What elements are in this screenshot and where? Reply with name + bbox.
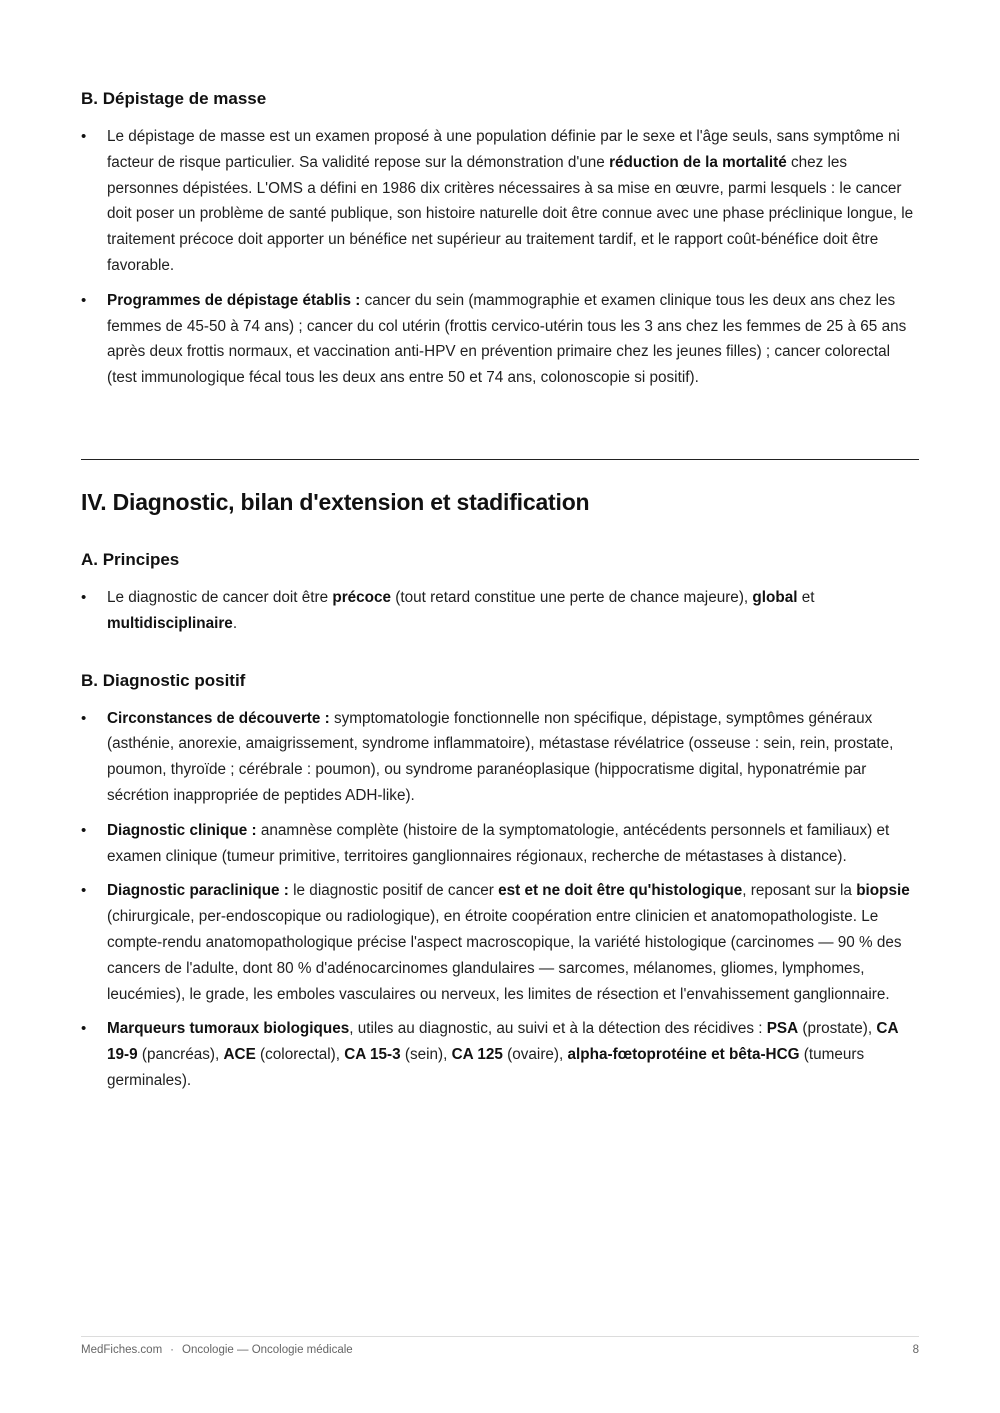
footer-page-number: 8 <box>912 1344 919 1356</box>
list-depistage-masse <box>81 124 919 391</box>
bold-text: multidisciplinaire <box>107 614 233 632</box>
bold-text: Programmes de dépistage établis : <box>107 291 361 309</box>
text-run: cancer du sein (mammographie et examen clinique tous les deux ans chez les femmes de 45-50 à 74 ans) ; cancer du col utérin (frottis cervico-utérin tous les 3 ans chez les femmes de 25 à 65 ans après deux frottis normaux, et vaccination anti-HPV en prévention primaire chez les jeunes filles) ; cancer colorectal (test immunologique fécal tous les deux ans entre 50 et 74 ans, colonoscopie si positif). <box>107 291 907 387</box>
footer-subject: Oncologie — Oncologie médicale <box>182 1344 353 1356</box>
spacer <box>81 400 919 487</box>
bold-text: Diagnostic paraclinique : <box>107 882 289 900</box>
page-footer <box>81 1344 919 1356</box>
bullet-icon: • <box>81 1020 87 1038</box>
section-title-diagnostic: IV. Diagnostic, bilan d'extension et stadification <box>81 488 590 515</box>
text-run: (chirurgicale, per-endoscopique ou radiologique), en étroite coopération entre clinicien et anatomopathologiste. Le compte-rendu anatomopathologique précise l'aspect macroscopique, la variété histologique (carcinomes — 90 % des cancers de l'adulte, dont 80 % d'adénocarcinomes glandulaires — sarcomes, mélanomes, gliomes, lymphomes, leucémies), le grade, les emboles vasculaires ou nerveux, les limites de résection et l'envahissement ganglionnaire. <box>107 908 902 1003</box>
footer-separator: · <box>170 1344 175 1356</box>
bold-text: réduction de la mortalité <box>609 153 787 171</box>
text-run: (colorectal), <box>255 1046 345 1064</box>
bullet-icon: • <box>81 588 87 606</box>
list-item <box>81 124 919 279</box>
footer-left <box>81 1344 353 1356</box>
page-content <box>81 86 919 1103</box>
text-run: . <box>232 614 238 632</box>
text-run: (sein), <box>400 1046 452 1064</box>
section-divider <box>81 459 919 460</box>
text-run: , reposant sur la <box>742 882 857 900</box>
list-item <box>81 288 919 391</box>
list-principes <box>81 585 919 637</box>
bullet-icon: • <box>81 821 87 839</box>
text-run: Le dépistage de masse est un examen proposé à une population définie par le sexe et l'âge seuls, sans symptôme ni facteur de risque particulier. Sa validité repose sur la démonstration d'une <box>107 128 900 171</box>
text-run: (ovaire), <box>502 1046 568 1064</box>
bold-text: Diagnostic clinique : <box>107 821 257 839</box>
bold-text: précoce <box>332 588 392 606</box>
bold-text: CA 15-3 <box>344 1046 401 1064</box>
text-run: (pancréas), <box>137 1046 224 1064</box>
bold-text: est et ne doit être qu'histologique <box>498 882 743 900</box>
bullet-icon: • <box>81 882 87 900</box>
list-item <box>81 1016 919 1093</box>
bold-text: global <box>752 588 798 606</box>
text-run: (tumeurs germinales). <box>107 1046 865 1089</box>
bold-text: CA 125 <box>451 1046 503 1064</box>
bold-text: ACE <box>223 1046 256 1064</box>
text-run: le diagnostic positif de cancer <box>288 882 499 900</box>
heading-depistage-masse: B. Dépistage de masse <box>81 89 267 108</box>
text-run: anamnèse complète (histoire de la symptomatologie, antécédents personnels et familiaux) et examen clinique (tumeur primitive, territoires ganglionnaires régionaux, recherche de métastases à distance). <box>107 821 890 865</box>
heading-principes: A. Principes <box>81 549 180 569</box>
text-run: chez les personnes dépistées. L'OMS a défini en 1986 dix critères nécessaires à sa mise en œuvre, parmi lesquels : le cancer doit poser un problème de santé publique, son histoire naturelle doit être connue avec une phase préclinique longue, le traitement précoce doit apporter un bénéfice net supérieur au traitement tardif, et le rapport coût-bénéfice doit être favorable. <box>107 153 914 274</box>
bullet-icon: • <box>81 709 87 727</box>
text-run: Le diagnostic de cancer doit être <box>107 588 333 606</box>
list-diagnostic-positif <box>81 706 919 1094</box>
bold-text: alpha-fœtoprotéine et bêta-HCG <box>567 1046 800 1064</box>
bold-text: Circonstances de découverte : <box>107 709 330 727</box>
text-run: (tout retard constitue une perte de chance majeure), <box>391 588 753 606</box>
text-run: , utiles au diagnostic, au suivi et à la détection des récidives : <box>349 1020 767 1038</box>
bullet-icon: • <box>81 128 87 145</box>
bullet-icon: • <box>81 291 87 309</box>
list-item <box>81 585 919 637</box>
text-run: symptomatologie fonctionnelle non spécifique, dépistage, symptômes généraux (asthénie, anorexie, amaigrissement, syndrome inflammatoire), métastase révélatrice (osseuse : sein, rein, prostate, poumon, thyroïde ; cérébrale : poumon), ou syndrome paranéoplasique (hippocratisme digital, hyponatrémie par sécrétion inappropriée de peptides ADH-like). <box>107 709 894 804</box>
bold-text: CA 19-9 <box>107 1020 898 1064</box>
bold-text: Marqueurs tumoraux biologiques <box>107 1020 350 1038</box>
heading-diagnostic-positif: B. Diagnostic positif <box>81 670 246 690</box>
footer-site: MedFiches.com <box>81 1344 163 1356</box>
list-item <box>81 878 919 1007</box>
list-item <box>81 818 919 870</box>
list-item <box>81 706 919 809</box>
text-run: et <box>797 588 815 606</box>
bold-text: biopsie <box>856 882 910 900</box>
bold-text: PSA <box>766 1020 799 1038</box>
footer-divider <box>81 1336 919 1337</box>
text-run: (prostate), <box>798 1020 877 1038</box>
